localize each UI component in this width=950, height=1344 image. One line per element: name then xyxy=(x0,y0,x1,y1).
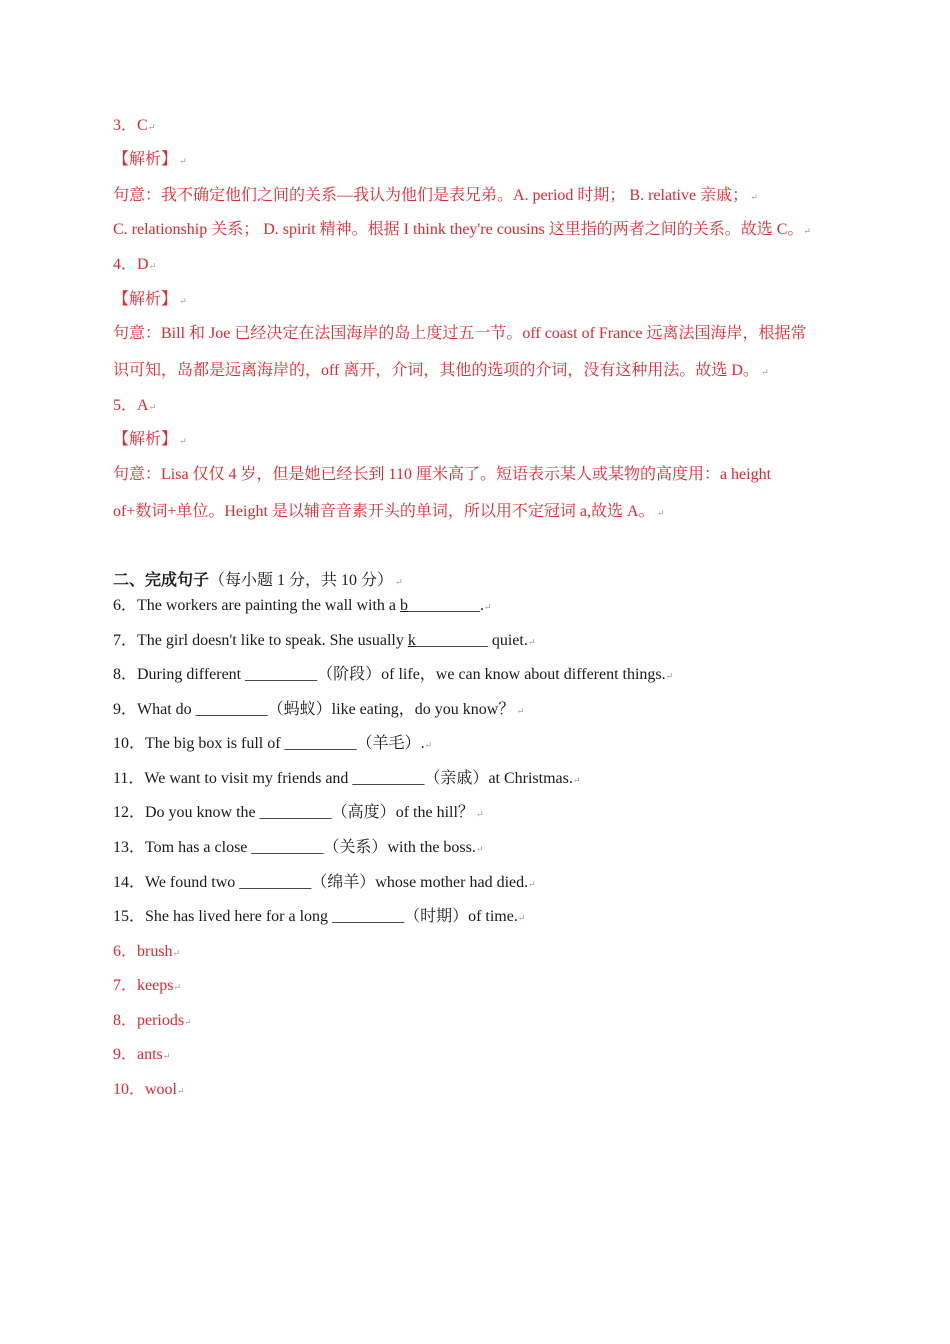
answer-8: 8．periods↵ xyxy=(113,1012,192,1029)
answer-blank: _________ xyxy=(195,701,268,718)
answer-blank: _________ xyxy=(332,908,405,925)
answer-5: 5．A↵ xyxy=(113,397,157,414)
question-8: 8．During different _________（阶段）of life，we can know about different things.↵ xyxy=(113,666,674,683)
answer-blank: _________ xyxy=(284,735,357,752)
question-15: 15．She has lived here for a long _________（时期）of time.↵ xyxy=(113,908,526,925)
question-14: 14．We found two _________（绵羊）whose mother had died.↵ xyxy=(113,874,536,891)
analysis-label-4: 【解析】 ↵ xyxy=(113,291,187,308)
question-6: 6．The workers are painting the wall with a b_________.↵ xyxy=(113,597,492,614)
analysis-line: C. relationship 关系； D. spirit 精神。根据 I think they're cousins 这里指的两者之间的关系。故选 C。↵ xyxy=(113,221,811,238)
answer-9: 9．ants↵ xyxy=(113,1046,171,1063)
answer-blank: _________ xyxy=(239,874,312,891)
answer-7: 7．keeps↵ xyxy=(113,977,181,994)
question-9: 9．What do _________（蚂蚁）like eating，do you know？ ↵ xyxy=(113,701,525,718)
question-11: 11．We want to visit my friends and _________（亲戚）at Christmas.↵ xyxy=(113,770,581,787)
answer-blank: _________ xyxy=(408,597,481,614)
question-12: 12．Do you know the _________（高度）of the hill？ ↵ xyxy=(113,804,484,821)
analysis-line: 句意：Bill 和 Joe 已经决定在法国海岸的岛上度过五一节。off coast of France 远离法国海岸，根据常 xyxy=(113,325,807,342)
answer-10: 10．wool↵ xyxy=(113,1081,185,1098)
question-10: 10．The big box is full of _________（羊毛）.↵ xyxy=(113,735,433,752)
answer-blank: _________ xyxy=(245,666,318,683)
analysis-line: 句意：Lisa 仅仅 4 岁，但是她已经长到 110 厘米高了。短语表示某人或某物的高度用：a height xyxy=(113,466,772,483)
answer-blank: _________ xyxy=(352,770,425,787)
answer-4: 4．D↵ xyxy=(113,256,157,273)
analysis-line: 识可知，岛都是远离海岸的，off 离开，介词，其他的选项的介词，没有这种用法。故选 D。 ↵ xyxy=(113,362,769,379)
analysis-label-3: 【解析】 ↵ xyxy=(113,151,187,168)
analysis-line: 句意：我不确定他们之间的关系—我认为他们是表兄弟。A. period 时期； B. relative 亲戚； ↵ xyxy=(113,187,758,204)
answer-blank: _________ xyxy=(251,839,324,856)
answer-blank: _________ xyxy=(259,804,332,821)
question-7: 7．The girl doesn't like to speak. She usually k_________ quiet.↵ xyxy=(113,632,536,649)
question-13: 13．Tom has a close _________（关系）with the boss.↵ xyxy=(113,839,484,856)
answer-3: 3．C↵ xyxy=(113,117,156,134)
answer-blank: _________ xyxy=(415,632,488,649)
analysis-line: of+数词+单位。Height 是以辅音音素开头的单词，所以用不定冠词 a,故选 A。 ↵ xyxy=(113,503,665,520)
answer-6: 6．brush↵ xyxy=(113,943,181,960)
section-heading: 二、完成句子（每小题 1 分，共 10 分） ↵ xyxy=(113,572,403,589)
analysis-label-5: 【解析】 ↵ xyxy=(113,431,187,448)
